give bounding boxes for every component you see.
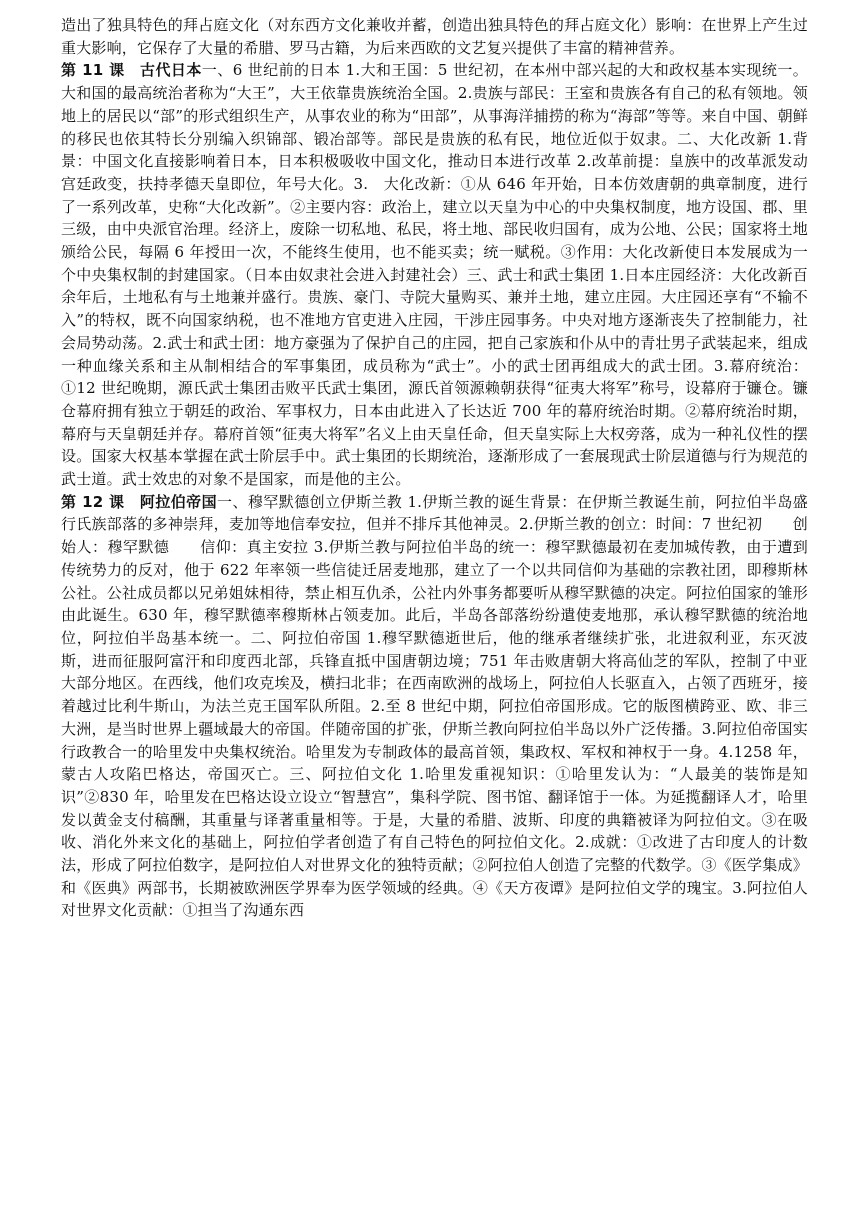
paragraph-byzantine-culture-end: [61, 14, 808, 59]
lesson-12-body: 一、穆罕默德创立伊斯兰教 1.伊斯兰教的诞生背景：在伊斯兰教诞生前，阿拉伯半岛盛行氏族部落的多神崇拜，麦加等地信奉安拉，但并不排斥其他神灵。2.伊斯兰教的创立：时间：7 世纪初 创始人：穆罕默德 信仰：真主安拉 3.伊斯兰教与阿拉伯半岛的统一：穆罕默德最初在麦加城传教，由于遭到传统势力的反对，他于 622 年率领一些信徒迁居麦地那，建立了一个以共同信仰为基础的宗教社团，即穆斯林公社。公社成员都以兄弟姐妹相待，禁止相互仇杀，公社内外事务都要听从穆罕默德的决定。阿拉伯国家的雏形由此诞生。630 年，穆罕默德率穆斯林占领麦加。此后，半岛各部落纷纷遣使麦地那，承认穆罕默德的统治地位，阿拉伯半岛基本统一。二、阿拉伯帝国 1.穆罕默德逝世后，他的继承者继续扩张，北进叙利亚，东灭波斯，进而征服阿富汗和印度西北部，兵锋直抵中国唐朝边境；751 年击败唐朝大将高仙芝的军队，控制了中亚大部分地区。在西线，他们攻克埃及，横扫北非；在西南欧洲的战场上，阿拉伯人长驱直入，占领了西班牙，接着越过比利牛斯山，为法兰克王国军队所阻。2.至 8 世纪中期，阿拉伯帝国形成。它的版图横跨亚、欧、非三大洲，是当时世界上疆域最大的帝国。伴随帝国的扩张，伊斯兰教向阿拉伯半岛以外广泛传播。3.阿拉伯帝国实行政教合一的哈里发中央集权统治。哈里发为专制政体的最高首领，集政权、军权和神权于一身。4.1258 年，蒙古人攻陷巴格达，帝国灭亡。三、阿拉伯文化 1.哈里发重视知识：①哈里发认为：“人最美的装饰是知识”②830 年，哈里发在巴格达设立设立“智慧宫”，集科学院、图书馆、翻译馆于一体。为延揽翻译人才，哈里发以黄金支付稿酬，其重量与译著重量相等。于是，大量的希腊、波斯、印度的典籍被译为阿拉伯文。③在吸收、消化外来文化的基础上，阿拉伯学者创造了有自己特色的阿拉伯文化。2.成就：①改进了古印度人的计数法，形成了阿拉伯数字，是阿拉伯人对世界文化的独特贡献；②阿拉伯人创造了完整的代数学。③《医学集成》和《医典》两部书，长期被欧洲医学界奉为医学领域的经典。④《天方夜谭》是阿拉伯文学的瑰宝。3.阿拉伯人对世界文化贡献：①担当了沟通东西: [61, 492, 808, 920]
paragraph-lesson-11: [61, 59, 808, 490]
paragraph-body: 造出了独具特色的拜占庭文化（对东西方文化兼收并蓄，创造出独具特色的拜占庭文化）影响：在世界上产生过重大影响，它保存了大量的希腊、罗马古籍，为后来西欧的文艺复兴提供了丰富的精神营养。: [61, 16, 808, 57]
lesson-12-heading: 第 12 课 阿拉伯帝国: [61, 492, 218, 511]
lesson-11-heading: 第 11 课 古代日本: [61, 61, 202, 80]
paragraph-lesson-12: [61, 491, 808, 922]
lesson-11-body: 一、6 世纪前的日本 1.大和王国：5 世纪初，在本州中部兴起的大和政权基本实现统一。大和国的最高统治者称为“大王”，大王依靠贵族统治全国。2.贵族与部民：王室和贵族各有自己的私有领地。领地上的居民以“部”的形式组织生产，从事农业的称为“田部”，从事海洋捕捞的称为“海部”等等。来自中国、朝鲜的移民也依其特长分别编入织锦部、锻冶部等。部民是贵族的私有民，地位近似于奴隶。二、大化改新 1.背景：中国文化直接影响着日本，日本积极吸收中国文化，推动日本进行改革 2.改革前提：皇族中的改革派发动宫廷政变，扶持孝德天皇即位，年号大化。3. 大化改新：①从 646 年开始，日本仿效唐朝的典章制度，进行了一系列改革，史称“大化改新”。②主要内容：政治上，建立以天皇为中心的中央集权制度，地方设国、郡、里三级，由中央派官治理。经济上，废除一切私地、私民，将土地、部民收归国有，成为公地、公民；国家将土地颁给公民，每隔 6 年授田一次，不能终生使用，也不能买卖；统一赋税。③作用：大化改新使日本发展成为一个中央集权制的封建国家。（日本由奴隶社会进入封建社会）三、武士和武士集团 1.日本庄园经济：大化改新百余年后，土地私有与土地兼并盛行。贵族、豪门、寺院大量购买、兼并土地，建立庄园。大庄园还享有“不输不入”的特权，既不向国家纳税，也不准地方官吏进入庄园，干涉庄园事务。中央对地方逐渐丧失了控制能力，社会局势动荡。2.武士和武士团：地方豪强为了保护自己的庄园，把自己家族和仆从中的青壮男子武装起来，组成一种血缘关系和主从制相结合的军事集团，成员称为“武士”。小的武士团再组成大的武士团。3.幕府统治：①12 世纪晚期，源氏武士集团击败平氏武士集团，源氏首领源赖朝获得“征夷大将军”称号，设幕府于镰仓。镰仓幕府拥有独立于朝廷的政治、军事权力，日本由此进入了长达近 700 年的幕府统治时期。②幕府统治时期，幕府与天皇朝廷并存。幕府首领“征夷大将军”名义上由天皇任命，但天皇实际上大权旁落，成为一种礼仪性的摆设。国家大权基本掌握在武士阶层手中。武士集团的长期统治，逐渐形成了一套展现武士阶层道德与行为规范的武士道。武士效忠的对象不是国家，而是他的主公。: [61, 61, 808, 489]
